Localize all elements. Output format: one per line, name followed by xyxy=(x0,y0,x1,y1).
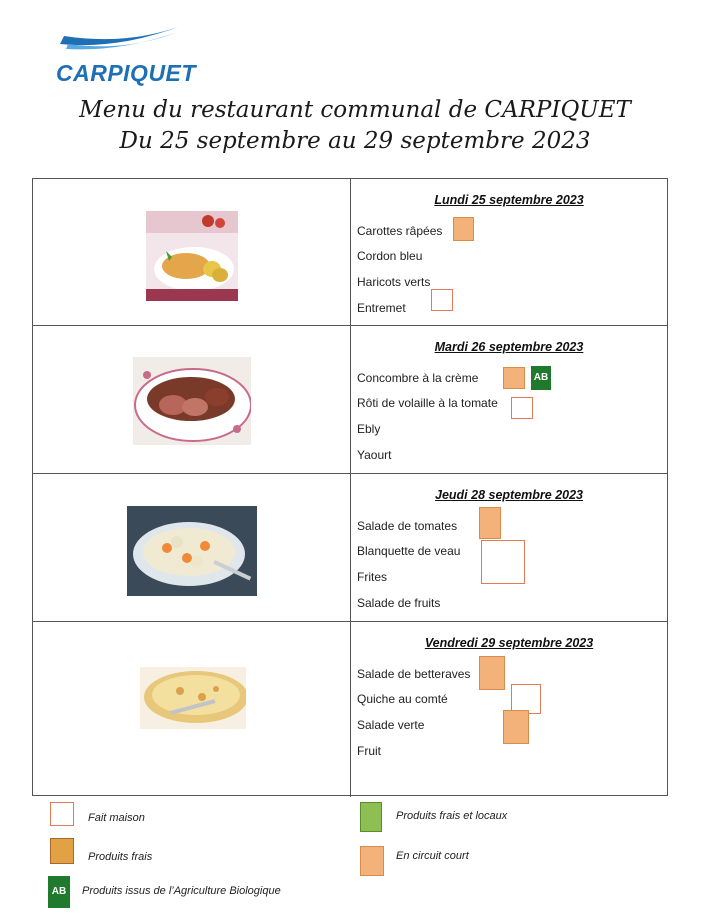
legend-produits-frais xyxy=(50,838,74,864)
dish-item: Entremet xyxy=(357,301,406,315)
day-title: Jeudi 28 septembre 2023 xyxy=(435,488,583,502)
dish-item: Yaourt xyxy=(357,448,392,462)
legend-circuit-court-label: En circuit court xyxy=(396,850,469,862)
menu-table xyxy=(32,178,668,796)
day-row-jeudi xyxy=(33,474,667,622)
circuit-court-icon xyxy=(479,507,501,539)
produits-frais-locaux-icon xyxy=(360,802,382,832)
circuit-court-icon xyxy=(360,846,384,876)
day-row-lundi xyxy=(33,179,667,326)
legend-produits-frais-label: Produits frais xyxy=(88,851,153,863)
dish-item: Frites xyxy=(357,570,387,584)
dish-item: Salade de betteraves xyxy=(357,667,471,681)
circuit-court-icon xyxy=(503,367,525,389)
dish-item: Ebly xyxy=(357,422,381,436)
agriculture-bio-icon: AB xyxy=(531,366,551,390)
legend-bio xyxy=(48,876,70,908)
dish-photo-quiche xyxy=(140,667,246,729)
day-row-mardi xyxy=(33,326,667,474)
day-title: Mardi 26 septembre 2023 xyxy=(434,340,584,354)
legend-fait-maison-label: Fait maison xyxy=(88,812,145,824)
dish-item: Concombre à la crème xyxy=(357,371,479,385)
dish-item: Salade verte xyxy=(357,718,425,732)
day-title: Lundi 25 septembre 2023 xyxy=(434,193,584,207)
legend-circuit-court xyxy=(360,846,384,876)
page-subtitle: Du 25 septembre au 29 septembre 2023 xyxy=(119,128,591,154)
circuit-court-icon xyxy=(453,217,474,241)
page-title: Menu du restaurant communal de CARPIQUET xyxy=(79,97,631,123)
fait-maison-icon xyxy=(50,802,74,826)
produits-frais-icon xyxy=(50,838,74,864)
dish-item: Salade de fruits xyxy=(357,596,441,610)
legend-bio-label: Produits issus de l’Agriculture Biologique xyxy=(82,885,281,897)
circuit-court-icon xyxy=(479,656,505,690)
carpiquet-logo xyxy=(52,22,196,86)
dish-item: Rôti de volaille à la tomate xyxy=(357,396,498,410)
dish-photo-cordon-bleu xyxy=(146,211,238,301)
legend-produits-frais-locaux xyxy=(360,802,382,832)
dish-item: Carottes râpées xyxy=(357,224,443,238)
dish-photo-blanquette xyxy=(127,506,257,596)
dish-item: Fruit xyxy=(357,744,381,758)
legend-produits-frais-locaux-label: Produits frais et locaux xyxy=(396,810,508,822)
day-title: Vendredi 29 septembre 2023 xyxy=(424,636,594,650)
fait-maison-icon xyxy=(481,540,525,584)
day-row-vendredi xyxy=(33,622,667,797)
circuit-court-icon xyxy=(503,710,529,744)
dish-item: Quiche au comté xyxy=(357,692,448,706)
dish-photo-roti-volaille xyxy=(133,357,251,445)
legend-fait-maison xyxy=(50,802,74,826)
logo-text: CARPIQUET xyxy=(56,60,196,86)
dish-item: Blanquette de veau xyxy=(357,544,461,558)
dish-item: Cordon bleu xyxy=(357,249,423,263)
dish-item: Haricots verts xyxy=(357,275,431,289)
agriculture-bio-icon: AB xyxy=(48,876,70,908)
logo-swoosh-icon xyxy=(60,22,190,58)
dish-item: Salade de tomates xyxy=(357,519,458,533)
fait-maison-icon xyxy=(511,397,533,419)
fait-maison-icon xyxy=(431,289,453,311)
